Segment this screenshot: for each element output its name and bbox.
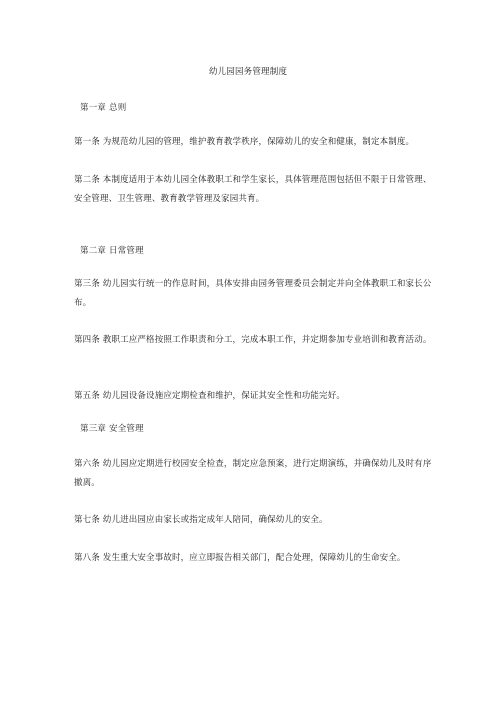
chapter-2-heading: 第二章 日常管理 (80, 246, 144, 256)
article-3: 第三条 幼儿园实行统一的作息时间，具体安排由园务管理委员会制定并向全体教职工和家长公布。 (74, 279, 432, 308)
article-8: 第八条 发生重大安全事故时，应立即报告相关部门，配合处理，保障幼儿的生命安全。 (74, 553, 406, 563)
document-title: 幼儿园园务管理制度 (208, 67, 288, 77)
article-5: 第五条 幼儿园设备设施应定期检查和维护，保证其安全性和功能完好。 (74, 391, 346, 401)
chapter-1-heading: 第一章 总则 (80, 103, 127, 113)
article-2: 第二条 本制度适用于本幼儿园全体教职工和学生家长，具体管理范围包括但不限于日常管理、安全管理、卫生管理、教育教学管理及家园共育。 (74, 175, 432, 204)
chapter-3-heading: 第三章 安全管理 (80, 424, 144, 434)
article-7: 第七条 幼儿进出园应由家长或指定成年人陪同，确保幼儿的安全。 (74, 515, 328, 525)
article-1: 第一条 为规范幼儿园的管理，维护教育教学秩序，保障幼儿的安全和健康，制定本制度。 (74, 137, 415, 147)
article-4: 第四条 教职工应严格按照工作职责和分工，完成本职工作，并定期参加专业培训和教育活动。 (74, 335, 432, 345)
article-6: 第六条 幼儿园应定期进行校园安全检查，制定应急预案，进行定期演练，并确保幼儿及时有序撤离。 (74, 459, 432, 488)
